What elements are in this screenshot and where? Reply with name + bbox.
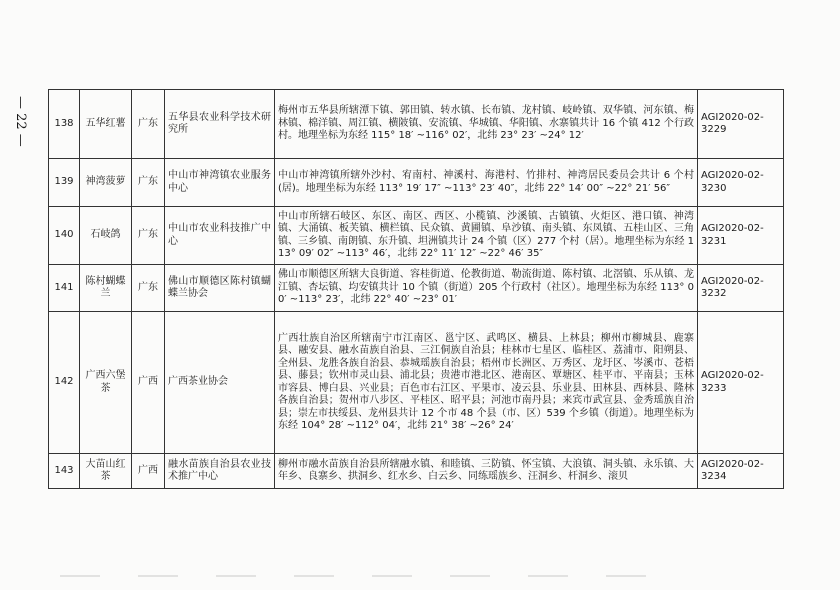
province: 广西 (132, 454, 165, 489)
province: 广西 (132, 312, 165, 454)
row-number: 141 (49, 265, 80, 312)
gi-registry-table (48, 89, 784, 489)
protection-area: 中山市所辖石岐区、东区、南区、西区、小榄镇、沙溪镇、古镇镇、火炬区、港口镇、神湾镇、大涌镇、板芙镇、横栏镇、民众镇、黄圃镇、阜沙镇、南头镇、东凤镇、五桂山区、三角镇、三乡镇、南朗镇、东升镇、坦洲镇共计 24 个镇（区）277 个村（居）。地理坐标为东经 113° 09′ 02″ ~113° 46′，北纬 22° 11′ 12″ ~22° 46′ 35″ (275, 207, 698, 265)
row-number: 138 (49, 90, 80, 159)
province: 广东 (132, 159, 165, 207)
province: 广东 (132, 265, 165, 312)
applicant-org: 佛山市顺德区陈村镇蝴蝶兰协会 (165, 265, 275, 312)
row-number: 140 (49, 207, 80, 265)
product-name: 五华红薯 (80, 90, 132, 159)
product-name: 大苗山红茶 (80, 454, 132, 489)
applicant-org: 广西茶业协会 (165, 312, 275, 454)
row-number: 142 (49, 312, 80, 454)
protection-area: 梅州市五华县所辖潭下镇、郭田镇、转水镇、长布镇、龙村镇、岐岭镇、双华镇、河东镇、梅林镇、棉洋镇、周江镇、横陂镇、安流镇、华城镇、华阳镇、水寨镇共计 16 个镇 412 个行政村。地理坐标为东经 115° 18′ ~116° 02′，北纬 23° 23′ ~24° 12′ (275, 90, 698, 159)
row-number: 139 (49, 159, 80, 207)
product-name: 广西六堡茶 (80, 312, 132, 454)
applicant-org: 中山市农业科技推广中心 (165, 207, 275, 265)
registration-code: AGI2020-02-3234 (698, 454, 784, 489)
protection-area: 广西壮族自治区所辖南宁市江南区、邕宁区、武鸣区、横县、上林县；柳州市柳城县、鹿寨县、融安县、融水苗族自治县、三江侗族自治县；桂林市七星区、临桂区、荔浦市、阳朔县、全州县、龙胜各族自治县、恭城瑶族自治县；梧州市长洲区、万秀区、龙圩区、岑溪市、苍梧县、藤县；钦州市灵山县、浦北县；贵港市港北区、港南区、覃塘区、桂平市、平南县；玉林市容县、博白县、兴业县；百色市右江区、平果市、凌云县、乐业县、田林县、西林县、隆林各族自治县；贺州市八步区、平桂区、昭平县；河池市南丹县；来宾市武宣县、金秀瑶族自治县；崇左市扶绥县、龙州县共计 12 个市 48 个县（市、区）539 个乡镇（街道）。地理坐标为东经 104° 28′ ~112° 04′，北纬 21° 38′ ~26° 24′ (275, 312, 698, 454)
page-number: — 22 — (13, 96, 28, 147)
province: 广东 (132, 90, 165, 159)
table-row (49, 159, 784, 207)
applicant-org: 中山市神湾镇农业服务中心 (165, 159, 275, 207)
table-row (49, 312, 784, 454)
product-name: 神湾菠萝 (80, 159, 132, 207)
product-name: 陈村蝴蝶兰 (80, 265, 132, 312)
protection-area: 中山市神湾镇所辖外沙村、宥南村、神溪村、海港村、竹排村、神湾居民委员会共计 6 个村(居)。地理坐标为东经 113° 19′ 17″ ~113° 23′ 40″，北纬 22° 14′ 00″ ~22° 21′ 56″ (275, 159, 698, 207)
table-row (49, 90, 784, 159)
table-row (49, 454, 784, 489)
registration-code: AGI2020-02-3231 (698, 207, 784, 265)
row-number: 143 (49, 454, 80, 489)
scan-artifacts (60, 575, 780, 579)
registration-code: AGI2020-02-3232 (698, 265, 784, 312)
product-name: 石岐鸽 (80, 207, 132, 265)
registration-code: AGI2020-02-3229 (698, 90, 784, 159)
applicant-org: 融水苗族自治县农业技术推广中心 (165, 454, 275, 489)
applicant-org: 五华县农业科学技术研究所 (165, 90, 275, 159)
table-row (49, 207, 784, 265)
province: 广东 (132, 207, 165, 265)
table-row (49, 265, 784, 312)
protection-area: 佛山市顺德区所辖大良街道、容桂街道、伦教街道、勒流街道、陈村镇、北滘镇、乐从镇、龙江镇、杏坛镇、均安镇共计 10 个镇（街道）205 个行政村（社区）。地理坐标为东经 113° 00′ ~113° 23′，北纬 22° 40′ ~23° 01′ (275, 265, 698, 312)
registration-code: AGI2020-02-3233 (698, 312, 784, 454)
registration-code: AGI2020-02-3230 (698, 159, 784, 207)
protection-area: 柳州市融水苗族自治县所辖融水镇、和睦镇、三防镇、怀宝镇、大浪镇、洞头镇、永乐镇、大年乡、良寨乡、拱洞乡、红水乡、白云乡、同练瑶族乡、汪洞乡、杆洞乡、滚贝 (275, 454, 698, 489)
